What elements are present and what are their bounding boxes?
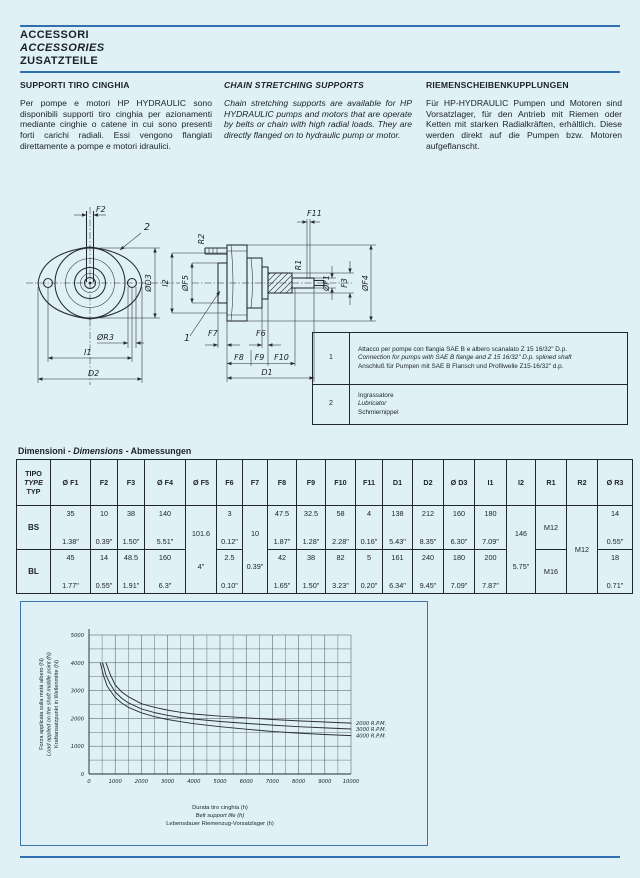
dims-value-mm: 138 xyxy=(391,509,404,518)
dims-cell xyxy=(413,506,444,550)
x-tick-label: 5000 xyxy=(213,779,227,785)
dims-value-inch: 2.28" xyxy=(332,537,349,546)
dims-value-inch: 0.12" xyxy=(221,537,238,546)
dims-value-mm: 2.5 xyxy=(224,553,235,562)
table-row xyxy=(313,385,628,425)
dims-cell xyxy=(118,550,145,594)
dims-cell-values xyxy=(444,550,474,593)
dims-value-inch: 0.71" xyxy=(606,581,624,590)
dim-label-of4: ØF4 xyxy=(361,275,370,291)
dimensions-title-english: Dimensions xyxy=(73,446,124,456)
dim-label-of1: ØF1 xyxy=(322,275,331,291)
dims-type-header-line: TYPE xyxy=(24,478,43,487)
dims-cell-values xyxy=(383,550,412,593)
dims-column-header: R2 xyxy=(567,460,598,506)
dims-value-mm: 212 xyxy=(421,509,435,518)
x-tick-label: 1000 xyxy=(108,779,122,785)
x-tick-label: 7000 xyxy=(265,779,280,785)
dims-value-mm: 18 xyxy=(610,553,620,562)
dims-value-mm: 14 xyxy=(99,553,109,562)
y-tick-label: 0 xyxy=(80,772,84,778)
dims-value-inch: 8.35" xyxy=(419,537,437,546)
dims-cell xyxy=(356,506,383,550)
dims-column-header: Ø F5 xyxy=(186,460,217,506)
dims-cell xyxy=(444,506,475,550)
dims-value-mm: 3 xyxy=(227,509,232,518)
dims-cell xyxy=(145,550,186,594)
note-line-english: Lubricator xyxy=(358,400,387,408)
dims-cell-values xyxy=(51,550,90,593)
section-german xyxy=(426,80,622,152)
dims-value-inch: 1.87" xyxy=(273,537,291,546)
dims-cell-values xyxy=(91,550,117,593)
dim-label-f2: F2 xyxy=(96,205,106,214)
dims-cell-values xyxy=(326,506,355,549)
dims-value-mm: 32.5 xyxy=(303,509,319,518)
dims-value-mm: 146 xyxy=(514,528,528,538)
dims-cell xyxy=(91,506,118,550)
dims-cell-values xyxy=(598,550,632,593)
dims-value-inch: 0.16" xyxy=(360,537,378,546)
section-english xyxy=(224,80,412,141)
dim-label-f3: F3 xyxy=(340,278,349,288)
dim-label-r1: R1 xyxy=(294,259,303,271)
front-view xyxy=(26,205,180,385)
x-tick-label: 3000 xyxy=(160,779,175,785)
dims-cell xyxy=(383,550,413,594)
dims-value-mm: 82 xyxy=(336,553,345,562)
dims-column-header: Ø R3 xyxy=(598,460,633,506)
dim-label-r2: R2 xyxy=(197,233,206,245)
note-text xyxy=(350,333,628,385)
table-row xyxy=(313,333,628,385)
dims-value-mm: 180 xyxy=(452,553,466,562)
dims-cell xyxy=(507,506,536,594)
curve-3000-r-p-m- xyxy=(103,663,351,729)
x-tick-label: 8000 xyxy=(291,779,306,785)
y-tick-label: 4000 xyxy=(70,660,84,667)
dims-value-mm: 45 xyxy=(66,553,75,562)
dims-cell xyxy=(118,506,145,550)
dims-value-inch: 7.09" xyxy=(482,537,499,546)
dims-cell xyxy=(297,506,326,550)
dims-value-inch: 9.45" xyxy=(419,581,437,590)
dims-value-mm: 240 xyxy=(421,553,435,562)
dimensions-title-german: Abmessungen xyxy=(130,446,192,456)
x-tick-label: 9000 xyxy=(318,779,332,785)
dims-column-header: F7 xyxy=(243,460,268,506)
dims-cell xyxy=(91,550,118,594)
top-divider xyxy=(20,25,620,27)
dimensions-title xyxy=(18,446,191,456)
dims-cell-values xyxy=(567,506,597,593)
dims-cell-values xyxy=(507,506,535,593)
bottom-divider xyxy=(20,856,620,858)
dim-label-d1: D1 xyxy=(261,368,273,377)
y-axis-label-line: Kraftansatzpunkt in Wellenmitte (N) xyxy=(54,660,60,748)
note-line-german: Anschluß für Pumpen mit SAE B Flansch und Profilwelle Z15-16/32" d.p. xyxy=(358,362,564,370)
dims-cell-values xyxy=(413,506,443,549)
dims-value-inch: 5.43" xyxy=(389,537,406,546)
dims-column-header: Ø F1 xyxy=(51,460,91,506)
section-italian xyxy=(20,80,212,152)
curve-label: 4000 R.P.M. xyxy=(356,733,387,740)
note-line-german: Schmiernippel xyxy=(358,408,399,416)
dims-cell-values: M12 xyxy=(543,523,559,532)
dims-value-mm: 161 xyxy=(391,553,404,562)
dim-label-f10: F10 xyxy=(274,353,289,362)
dims-cell xyxy=(243,506,268,594)
table-row xyxy=(17,460,633,506)
x-tick-label: 2000 xyxy=(134,779,149,785)
dim-label-f9: F9 xyxy=(254,353,265,362)
notes-table xyxy=(312,332,628,425)
dims-cell-values: M16 xyxy=(543,567,559,576)
dims-row-label-text: BL xyxy=(28,567,39,576)
note-text xyxy=(350,385,628,425)
dims-cell-values xyxy=(598,506,632,549)
dim-label-f6: F6 xyxy=(256,329,266,338)
dims-value-mm: 160 xyxy=(158,553,172,562)
dim-label-of5: ØF5 xyxy=(181,275,190,291)
dims-column-header: D1 xyxy=(383,460,413,506)
dims-row-label xyxy=(17,506,51,550)
section-body-english: Chain stretching supports are available for HP HYDRAULIC pumps and motors that are operate by belts or chain with high radial loads. They are directly flanged on to hydraulic pump or motor. xyxy=(224,98,412,141)
callout-1: 1 xyxy=(184,333,191,344)
dims-cell xyxy=(444,550,475,594)
dims-column-header: D2 xyxy=(413,460,444,506)
dims-cell xyxy=(326,506,356,550)
section-heading-german: RIEMENSCHEIBENKUPPLUNGEN xyxy=(426,80,569,90)
title-separator: - xyxy=(123,446,131,456)
dims-value-mm: 101.6 xyxy=(191,528,211,538)
dims-value-inch: 4" xyxy=(197,561,205,571)
curve-2000-r-p-m- xyxy=(106,663,351,723)
dims-cell-values xyxy=(356,550,382,593)
dims-value-mm: 42 xyxy=(277,553,287,562)
dims-value-mm: 38 xyxy=(306,553,316,562)
dims-cell xyxy=(598,506,633,550)
note-line-english: Connection for pumps with SAE B flange and Z 15 16/32" D.p. splined shaft xyxy=(358,354,572,362)
dim-label-d2: D2 xyxy=(88,369,100,378)
dims-cell-values xyxy=(383,506,412,549)
dims-column-header: F2 xyxy=(91,460,118,506)
dims-row-label xyxy=(17,550,51,594)
dims-cell-values xyxy=(475,550,506,593)
dims-value-inch: 1.38" xyxy=(62,537,79,546)
dims-value-inch: 0.10" xyxy=(221,581,238,590)
x-tick-label: 4000 xyxy=(187,779,201,785)
dims-cell xyxy=(145,506,186,550)
y-axis-label-line: Forza applicata sulla metà albero (N) xyxy=(39,658,45,750)
dims-cell xyxy=(598,550,633,594)
dims-cell xyxy=(51,506,91,550)
note-line-italian: Ingrassatore xyxy=(358,392,394,400)
dim-label-f8: F8 xyxy=(234,353,244,362)
dims-cell xyxy=(356,550,383,594)
dims-cell xyxy=(475,506,507,550)
dims-cell xyxy=(186,506,217,594)
dim-label-i1: I1 xyxy=(84,348,92,357)
dims-value-inch: 5.75" xyxy=(512,561,530,571)
dims-column-header: I2 xyxy=(507,460,536,506)
dims-value-mm: 160 xyxy=(452,509,466,518)
dims-type-header-line: TYP xyxy=(26,487,41,496)
dims-value-mm: 180 xyxy=(484,509,497,518)
dims-value-mm: 35 xyxy=(66,509,75,518)
dims-cell-values xyxy=(145,550,185,593)
dims-cell-values xyxy=(444,506,474,549)
dims-value-inch: 1.28" xyxy=(302,537,320,546)
title-separator: - xyxy=(65,446,74,456)
x-tick-label: 10000 xyxy=(342,779,360,785)
page-title-english: ACCESSORIES xyxy=(20,42,105,54)
section-heading-italian: SUPPORTI TIRO CINGHIA xyxy=(20,80,130,90)
dims-cell-values xyxy=(145,506,185,549)
y-tick-label: 2000 xyxy=(70,716,84,723)
dims-value-inch: 0.39" xyxy=(95,537,113,546)
table-row xyxy=(17,550,633,594)
note-number: 2 xyxy=(313,385,350,425)
dims-value-mm: 10 xyxy=(250,528,260,538)
dims-cell-values xyxy=(356,506,382,549)
dims-column-header: R1 xyxy=(536,460,567,506)
dims-value-mm: 5 xyxy=(366,553,372,562)
dims-cell xyxy=(51,550,91,594)
dims-cell-values xyxy=(186,506,216,593)
dims-cell xyxy=(567,506,598,594)
dims-cell xyxy=(536,550,567,594)
dims-cell-values xyxy=(297,550,325,593)
note-number: 1 xyxy=(313,333,350,385)
dims-value-inch: 0.55" xyxy=(606,537,624,546)
dims-value-mm: 140 xyxy=(158,509,172,518)
dims-value-mm: 4 xyxy=(366,509,372,518)
table-row xyxy=(17,506,633,550)
dims-value-inch: 3.23" xyxy=(332,581,349,590)
dims-row-label-text: BS xyxy=(27,523,40,532)
dims-value-inch: 0.55" xyxy=(95,581,113,590)
dims-value-mm: 10 xyxy=(99,509,109,518)
dims-cell-values xyxy=(217,506,242,549)
dims-cell xyxy=(217,550,243,594)
dims-type-header xyxy=(17,460,51,506)
dims-value-mm: 200 xyxy=(484,553,497,562)
dims-cell-values xyxy=(268,506,296,549)
dims-cell-values xyxy=(51,506,90,549)
dims-column-header: F11 xyxy=(356,460,383,506)
dim-label-od3: ØD3 xyxy=(144,274,153,292)
dims-value-inch: 6.3" xyxy=(158,581,172,590)
section-body-german: Für HP-HYDRAULIC Pumpen und Motoren sind Vorsatzlager, für den Antrieb mit Riemen oder Ketten mit starken Radialkräften, erhältlich. Diese werden direkt auf die Pumpen bzw. Motoren aufgeflanscht. xyxy=(426,98,622,151)
dims-cell-values xyxy=(91,506,117,549)
dims-column-header: Ø D3 xyxy=(444,460,475,506)
dims-value-inch: 1.77" xyxy=(62,581,79,590)
section-body-italian: Per pompe e motori HP HYDRAULIC sono disponibili supporti tiro cinghia per azionamenti mediante cinghie o catene in cui sono presenti forti carichi radiali. Essi vengono flangiati direttamente a pompe e motori idraulici. xyxy=(20,98,212,151)
x-tick-label: 0 xyxy=(87,779,91,785)
dims-value-inch: 5.51" xyxy=(156,537,174,546)
dims-column-header: Ø F4 xyxy=(145,460,186,506)
belt-life-chart xyxy=(21,602,427,845)
life-chart-box xyxy=(20,601,428,846)
dims-cell-values xyxy=(118,506,144,549)
y-tick-label: 5000 xyxy=(70,633,84,639)
dims-value-inch: 7.87" xyxy=(482,581,499,590)
dim-label-f11: F11 xyxy=(307,209,322,218)
header-divider xyxy=(20,71,620,73)
x-axis-label-line: Lebensdauer Riemenzug-Vorsatzlager (h) xyxy=(166,821,274,827)
x-axis-label-line: Belt support life (h) xyxy=(195,813,245,819)
dims-value-mm: 14 xyxy=(610,509,620,518)
dims-cell xyxy=(326,550,356,594)
callout-2: 2 xyxy=(144,222,151,233)
dims-cell-values xyxy=(413,550,443,593)
dims-column-header: I1 xyxy=(475,460,507,506)
section-heading-english: CHAIN STRETCHING SUPPORTS xyxy=(224,80,364,90)
curve-label: 3000 R.P.M. xyxy=(356,726,387,733)
dims-value-mm: 58 xyxy=(336,509,345,518)
page-title-italian: ACCESSORI xyxy=(20,29,89,41)
dims-value-inch: 6.34" xyxy=(389,581,406,590)
dims-cell-values xyxy=(243,506,267,593)
dims-column-header: F10 xyxy=(326,460,356,506)
y-tick-label: 1000 xyxy=(70,744,84,751)
dims-value-inch: 6.30" xyxy=(450,537,468,546)
dims-cell-values xyxy=(268,550,296,593)
curve-label: 2000 R.P.M. xyxy=(356,720,387,727)
dim-label-f7: F7 xyxy=(208,329,218,338)
page-title-german: ZUSATZTEILE xyxy=(20,55,99,67)
dims-value-mm: 38 xyxy=(126,509,136,518)
dims-column-header: F3 xyxy=(118,460,145,506)
dims-value-mm: 48.5 xyxy=(123,553,139,562)
dims-cell-values xyxy=(217,550,242,593)
dims-cell xyxy=(268,506,297,550)
x-tick-label: 6000 xyxy=(239,779,253,785)
dims-value-mm: M12 xyxy=(574,545,590,554)
dims-value-inch: 7.09" xyxy=(450,581,468,590)
dims-cell xyxy=(383,506,413,550)
dims-cell-values xyxy=(297,506,325,549)
dims-column-header: F9 xyxy=(297,460,326,506)
dimensions-title-italian: Dimensioni xyxy=(18,446,66,456)
y-axis-label xyxy=(39,652,60,756)
dims-value-inch: 0.20" xyxy=(360,581,378,590)
dims-cell xyxy=(297,550,326,594)
dims-cell xyxy=(217,506,243,550)
dims-value-inch: 1.65" xyxy=(273,581,291,590)
dims-value-inch: 1.50" xyxy=(302,581,320,590)
dims-cell xyxy=(413,550,444,594)
dims-value-inch: 1.50" xyxy=(122,537,140,546)
dims-cell xyxy=(536,506,567,550)
dims-type-header-line: TIPO xyxy=(25,469,42,478)
dimensions-table xyxy=(16,459,633,594)
dims-column-header: F8 xyxy=(268,460,297,506)
note-line-italian: Attacco per pompe con flangia SAE B e albero scanalato Z 15 16/32" D.p. xyxy=(358,346,568,354)
dims-column-header: F6 xyxy=(217,460,243,506)
dims-cell-values xyxy=(475,506,506,549)
dims-cell xyxy=(268,550,297,594)
x-axis-label-line: Durata tiro cinghia (h) xyxy=(192,805,248,811)
dims-cell-values xyxy=(326,550,355,593)
dim-label-or3: ØR3 xyxy=(97,333,114,342)
dims-value-inch: 1.91" xyxy=(122,581,140,590)
y-tick-label: 3000 xyxy=(70,688,84,695)
dims-value-inch: 0.39" xyxy=(246,561,264,571)
dims-cell xyxy=(475,550,507,594)
y-axis-label-line: Load applied on the shaft middle point (N) xyxy=(46,652,53,756)
dim-label-i2: I2 xyxy=(161,279,170,287)
dims-value-mm: 47.5 xyxy=(274,509,290,518)
page-header xyxy=(20,29,104,68)
curve-4000-r-p-m- xyxy=(100,663,351,736)
dims-cell-values xyxy=(118,550,144,593)
